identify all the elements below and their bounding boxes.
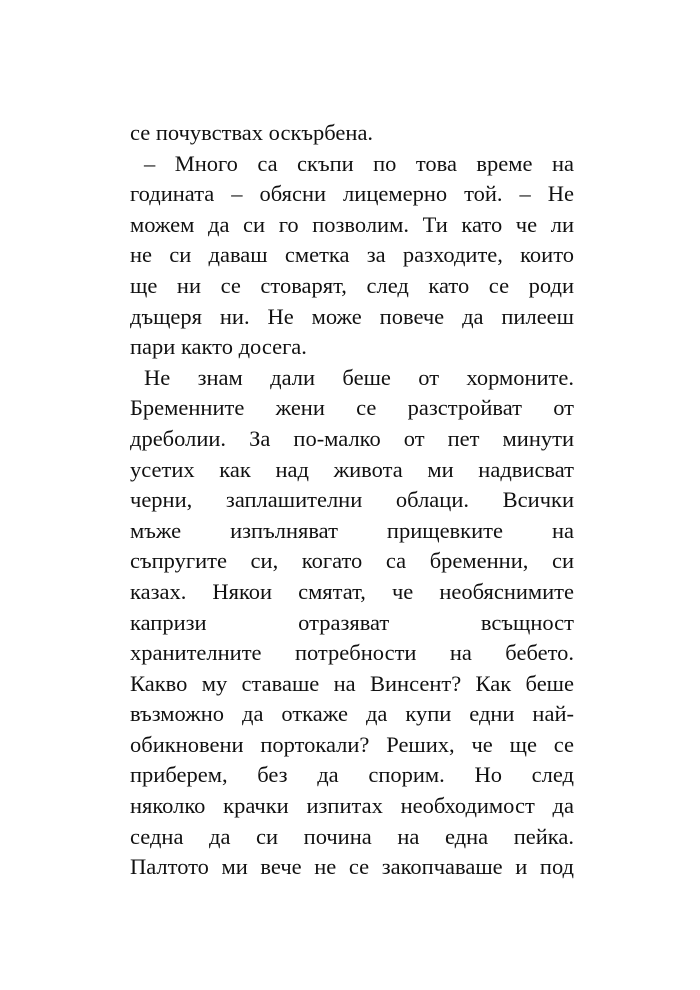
text-line: черни, заплашителни облаци. Всички [130, 487, 574, 513]
text-line: усетих как над живота ми надвисват [130, 456, 574, 482]
text-line: приберем, без да спорим. Но след [130, 762, 574, 788]
body-text [130, 118, 574, 883]
text-line: възможно да откаже да купи едни най- [130, 701, 574, 727]
text-line: – Много са скъпи по това време на [144, 150, 574, 176]
text-line: годината – обясни лицемерно той. – Не [130, 181, 574, 207]
text-line: пари както досега. [130, 334, 307, 360]
text-line: капризи отразяват всъщност [130, 609, 574, 635]
text-line: Палтото ми вече не се закопчаваше и под [130, 854, 574, 880]
text-line: казах. Някои смятат, че необяснимите [130, 578, 574, 604]
text-line: дреболии. За по-малко от пет минути [130, 425, 574, 451]
text-line: не си даваш сметка за разходите, които [130, 242, 574, 268]
text-line: обикновени портокали? Реших, че ще се [130, 731, 574, 757]
text-line: мъже изпълняват прищевките на [130, 517, 574, 543]
text-line: няколко крачки изпитах необходимост да [130, 793, 574, 819]
text-line: седна да си почина на една пейка. [130, 823, 574, 849]
text-line: Бременните жени се разстройват от [130, 395, 574, 421]
text-line: се почувствах оскърбена. [130, 120, 374, 145]
text-line: ще ни се стоварят, след като се роди [130, 272, 574, 298]
text-line: Не знам дали беше от хормоните. [144, 364, 574, 390]
text-line: съпругите си, когато са бременни, си [130, 548, 574, 574]
text-line: дъщеря ни. Не може повече да пилееш [130, 303, 574, 329]
text-line: можем да си го позволим. Ти като че ли [130, 211, 574, 237]
text-line: Какво му ставаше на Винсент? Как беше [130, 670, 574, 696]
text-line: хранителните потребности на бебето. [130, 640, 574, 666]
